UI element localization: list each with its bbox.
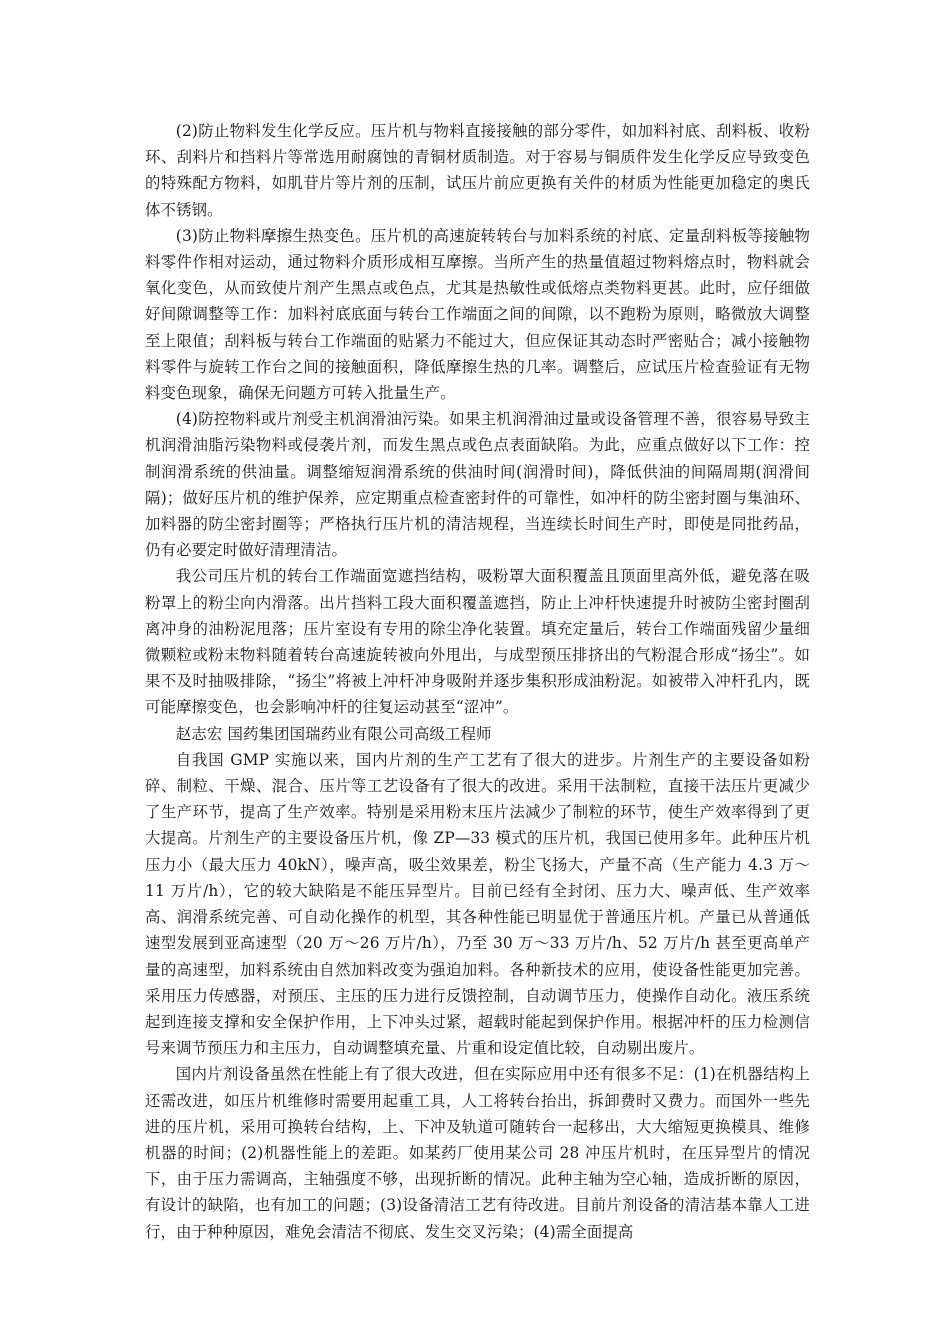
document-page bbox=[145, 118, 810, 1245]
paragraph-lubricant-contamination: (4)防控物料或片剂受主机润滑油污染。如果主机润滑油过量或设备管理不善，很容易导致主机润滑油脂污染物料或侵袭片剂，而发生黑点或色点表面缺陷。为此，应重点做好以下工作：控制润滑系统的供油量。调整缩短润滑系统的供油时间(润滑时间)，降低供油的间隔周期(润滑间隔)；做好压片机的维护保养，应定期重点检查密封件的可靠性，如冲杆的防尘密封圈与集油环、加料器的防尘密封圈等；严格执行压片机的清洁规程，当连续长时间生产时，即使是同批药品，仍有必要定时做好清理清洁。 bbox=[145, 410, 810, 560]
paragraph-domestic-shortcomings: 国内片剂设备虽然在性能上有了很大改进，但在实际应用中还有很多不足：(1)在机器结构上还需改进，如压片机维修时需要用起重工具，人工将转台抬出，拆卸费时又费力。而国外一些先进的压片机，采用可换转台结构，上、下冲及轨道可随转台一起移出，大大缩短更换模具、维修机器的时间；(2)机器性能上的差距。如某药厂使用某公司 28 冲压片机时，在压异型片的情况下，由于压力需调高，主轴强度不够，出现折断的情况。此种主轴为空心轴，造成折断的原因，有设计的缺陷，也有加工的问题；(3)设备清洁工艺有待改进。目前片剂设备的清洁基本靠人工进行，由于种种原因，难免会清洁不彻底、发生交叉污染；(4)需全面提高 bbox=[145, 1065, 810, 1241]
paragraph-chemical-reaction: (2)防止物料发生化学反应。压片机与物料直接接触的部分零件，如加料衬底、刮料板、收粉环、刮料片和挡料片等常选用耐腐蚀的青铜材质制造。对于容易与铜质件发生化学反应导致变色的特殊配方物料，如肌苷片等片剂的压制，试压片前应更换有关件的材质为性能更加稳定的奥氏体不锈钢。 bbox=[145, 122, 810, 219]
paragraph-friction-heat: (3)防止物料摩擦生热变色。压片机的高速旋转转台与加料系统的衬底、定量刮料板等接触物料零件作相对运动，通过物料介质形成相互摩擦。当所产生的热量值超过物料熔点时，物料就会氧化变色，从而致使片剂产生黑点或色点，尤其是热敏性或低熔点类物料更甚。此时，应仔细做好间隙调整等工作：加料衬底底面与转台工作端面之间的间隙，以不跑粉为原则，略微放大调整至上限值；刮料板与转台工作端面的贴紧力不能过大，但应保证其动态时严密贴合；减小接触物料零件与旋转工作台之间的接触面积，降低摩擦生热的几率。调整后，应试压片检查验证有无物料变色现象，确保无问题方可转入批量生产。 bbox=[145, 226, 810, 403]
paragraph-dust-structure: 我公司压片机的转台工作端面宽遮挡结构，吸粉罩大面积覆盖且顶面里高外低，避免落在吸粉罩上的粉尘向内滑落。出片挡料工段大面积覆盖遮挡，防止上冲杆快速提升时被防尘密封圈刮离冲身的油粉泥甩落；压片室设有专用的除尘净化装置。填充定量后，转台工作端面残留少量细微颗粒或粉末物料随着转台高速旋转被向外甩出，与成型预压排挤出的气粉混合形成“扬尘”。如果不及时抽吸排除，“扬尘”将被上冲杆冲身吸附并逐步集积形成油粉泥。如被带入冲杆孔内，既可能摩擦变色，也会影响冲杆的往复运动甚至“涩冲”。 bbox=[145, 567, 810, 717]
paragraph-gmp-progress: 自我国 GMP 实施以来，国内片剂的生产工艺有了很大的进步。片剂生产的主要设备如粉碎、制粒、干燥、混合、压片等工艺设备有了很大的改进。采用干法制粒，直接干法压片更减少了生产环节，提高了生产效率。特别是采用粉末压片法减少了制粒的环节，使生产效率得到了更大提高。片剂生产的主要设备压片机，像 ZP—33 模式的压片机，我国已使用多年。此种压片机压力小（最大压力 40kN），噪声高，吸尘效果差，粉尘飞扬大，产量不高（生产能力 4.3 万～11 万片/h），它的较大缺陷是不能压异型片。目前已经有全封闭、压力大、噪声低、生产效率高、润滑系统完善、可自动化操作的机型，其各种性能已明显优于普通压片机。产量已从普通低速型发展到亚高速型（20 万～26 万片/h），乃至 30 万～33 万片/h、52 万片/h 甚至更高单产量的高速型，加料系统由自然加料改变为强迫加料。各种新技术的应用，使设备性能更加完善。采用压力传感器，对预压、主压的压力进行反馈控制，自动调节压力，使操作自动化。液压系统起到连接支撑和安全保护作用，上下冲头过紧，超载时能起到保护作用。根据冲杆的压力检测信号来调节预压力和主压力，自动调整填充量、片重和设定值比较，自动剔出废片。 bbox=[145, 750, 810, 1058]
author-line: 赵志宏 国药集团国瑞药业有限公司高级工程师 bbox=[175, 724, 492, 743]
